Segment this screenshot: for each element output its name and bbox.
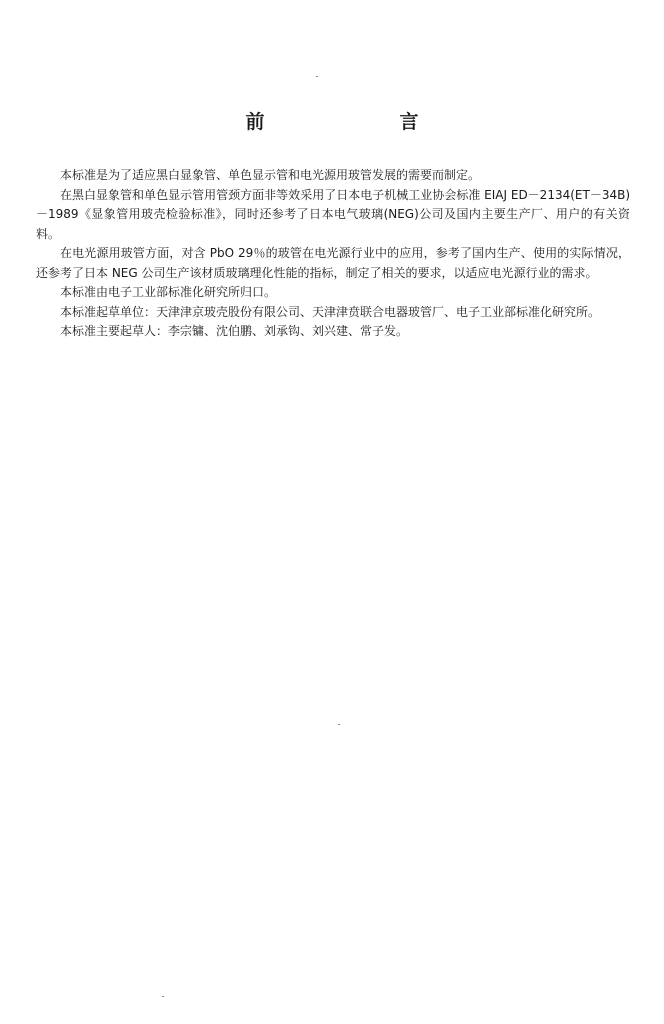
paragraph: 在黑白显象管和单色显示管用管颈方面非等效采用了日本电子机械工业协会标准 EIAJ ED－2134(ET－34B)－1989《显象管用玻壳检验标准》，同时还参考了日本电气玻璃(NEG)公司及国内主要生产厂、用户的有关资料。 [36, 187, 630, 241]
scan-speck [338, 724, 340, 725]
paragraph: 本标准起草单位：天津津京玻壳股份有限公司、天津津贲联合电器玻管厂、电子工业部标准化研究所。 [60, 304, 601, 319]
paragraph: 本标准是为了适应黑白显象管、单色显示管和电光源用玻管发展的需要而制定。 [60, 168, 481, 182]
scan-speck [316, 76, 318, 77]
paragraph: 本标准由电子工业部标准化研究所归口。 [60, 285, 277, 299]
scan-speck [162, 996, 164, 997]
paragraph: 本标准主要起草人：李宗镛、沈伯鹏、刘承钩、刘兴建、常子发。 [60, 324, 409, 338]
paragraph: 在电光源用玻管方面，对含 PbO 29％的玻管在电光源行业中的应用，参考了国内生产、使用的实际情况，还参考了日本 NEG 公司生产该材质玻璃理化性能的指标，制定了相关的要求，以适应电光源行业的需求。 [36, 246, 630, 280]
foreword-body [36, 166, 630, 342]
page-title: 前 言 [245, 111, 477, 133]
